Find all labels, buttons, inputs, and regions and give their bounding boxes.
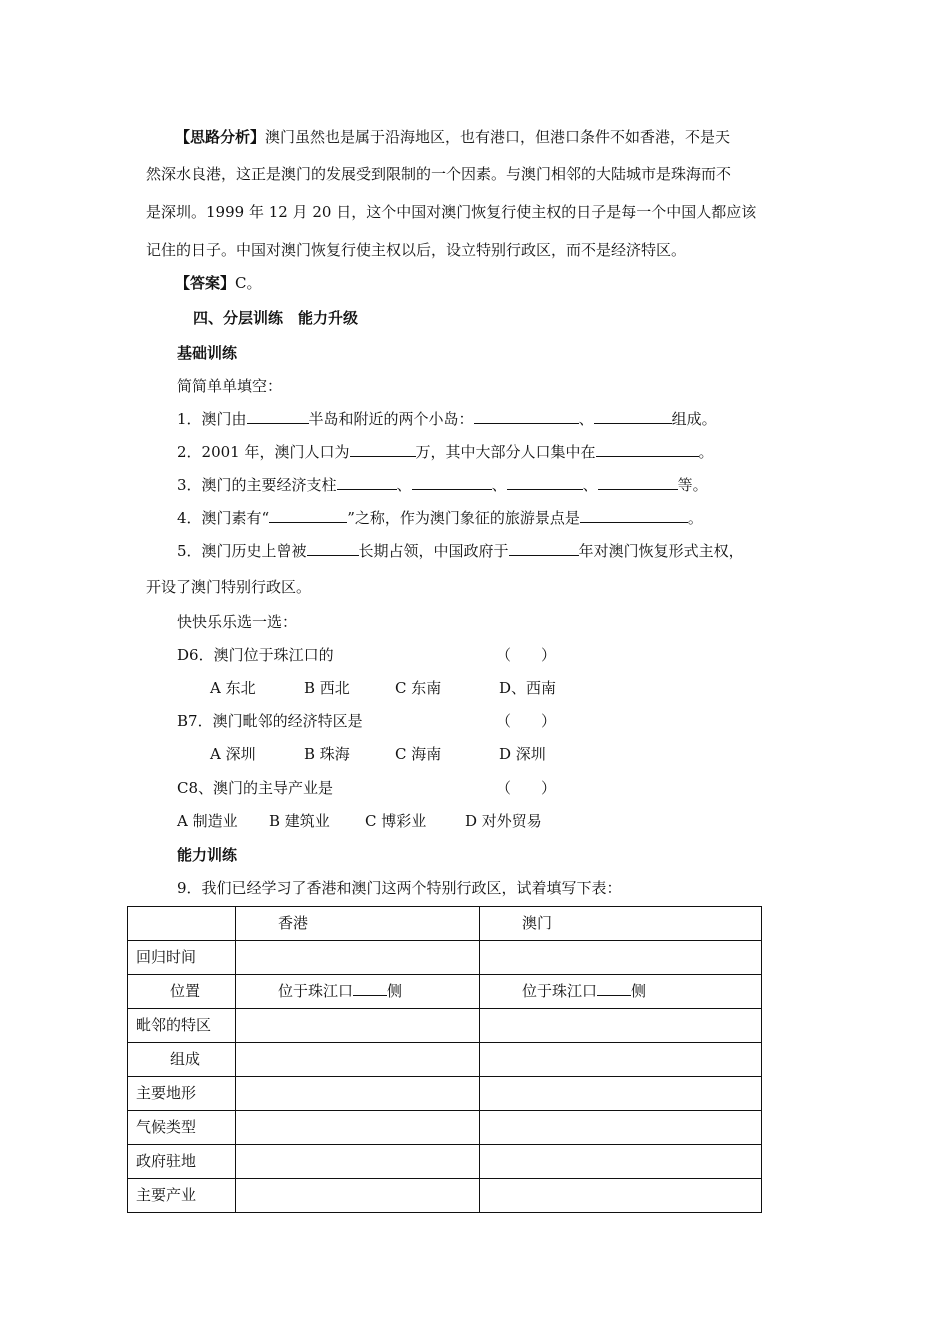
input-cell[interactable]: 位于珠江口 侧 bbox=[480, 975, 762, 1009]
table-row bbox=[128, 1111, 762, 1145]
table-row bbox=[128, 941, 762, 975]
blank-field[interactable] bbox=[507, 475, 583, 490]
answer-paren[interactable]: （ ） bbox=[496, 712, 557, 730]
blank-field[interactable] bbox=[596, 442, 699, 457]
fill-blank-title: 简简单单填空： bbox=[177, 377, 283, 395]
blank-field[interactable] bbox=[509, 541, 579, 556]
table-row bbox=[128, 975, 762, 1009]
analysis-line-4: 记住的日子。中国对澳门恢复行使主权以后，设立特别行政区，而不是经济特区。 bbox=[146, 241, 687, 259]
option-b: B 珠海 bbox=[304, 745, 350, 763]
analysis-line-1: 【思路分析】澳门虽然也是属于沿海地区，也有港口，但港口条件不如香港，不是天 bbox=[175, 128, 731, 146]
row-label: 回归时间 bbox=[128, 941, 236, 975]
blank-field[interactable] bbox=[594, 409, 672, 424]
input-cell[interactable] bbox=[236, 1145, 480, 1179]
option-d: D 对外贸易 bbox=[465, 812, 542, 830]
table-row bbox=[128, 1179, 762, 1213]
blank-field[interactable] bbox=[412, 475, 492, 490]
comparison-table bbox=[127, 906, 762, 1213]
blank-field[interactable] bbox=[474, 409, 579, 424]
row-label: 主要地形 bbox=[128, 1077, 236, 1111]
question-5: 5．澳门历史上曾被 长期占领，中国政府于 年对澳门恢复形式主权， bbox=[177, 542, 744, 560]
question-6: D6．澳门位于珠江口的 bbox=[177, 646, 334, 664]
answer-line bbox=[175, 272, 262, 293]
blank-field[interactable] bbox=[307, 541, 359, 556]
input-cell[interactable] bbox=[480, 1179, 762, 1213]
row-label: 毗邻的特区 bbox=[128, 1009, 236, 1043]
option-d: D、西南 bbox=[499, 679, 557, 697]
input-cell[interactable] bbox=[236, 1009, 480, 1043]
row-label: 气候类型 bbox=[128, 1111, 236, 1145]
analysis-line-3: 是深圳。1999 年 12 月 20 日，这个中国对澳门恢复行使主权的日子是每一个中国人都应该 bbox=[146, 203, 757, 221]
input-cell[interactable] bbox=[480, 1009, 762, 1043]
answer-paren[interactable]: （ ） bbox=[496, 646, 557, 664]
table-corner-cell bbox=[128, 907, 236, 941]
question-8: C8、澳门的主导产业是 bbox=[177, 779, 334, 797]
question-7: B7．澳门毗邻的经济特区是 bbox=[177, 712, 363, 730]
option-c: C 博彩业 bbox=[365, 812, 427, 830]
blank-field[interactable] bbox=[353, 981, 387, 996]
option-c: C 海南 bbox=[395, 745, 442, 763]
question-1: 1．澳门由 半岛和附近的两个小岛： 、 组成。 bbox=[177, 410, 717, 428]
input-cell[interactable] bbox=[480, 1145, 762, 1179]
input-cell[interactable] bbox=[480, 1111, 762, 1145]
blank-field[interactable] bbox=[597, 981, 631, 996]
input-cell[interactable] bbox=[236, 1077, 480, 1111]
ability-training-heading: 能力训练 bbox=[177, 846, 238, 864]
question-5-cont: 开设了澳门特别行政区。 bbox=[146, 578, 312, 596]
choice-title: 快快乐乐选一选： bbox=[177, 613, 298, 631]
table-row bbox=[128, 1043, 762, 1077]
row-label: 政府驻地 bbox=[128, 1145, 236, 1179]
blank-field[interactable] bbox=[350, 442, 416, 457]
option-b: B 西北 bbox=[304, 679, 350, 697]
table-row bbox=[128, 1009, 762, 1043]
answer-value: C。 bbox=[235, 274, 262, 292]
question-2: 2．2001 年，澳门人口为 万，其中大部分人口集中在 。 bbox=[177, 443, 714, 461]
column-header-macau: 澳门 bbox=[480, 907, 762, 941]
question-9: 9．我们已经学习了香港和澳门这两个特别行政区，试着填写下表： bbox=[177, 879, 622, 897]
row-label: 主要产业 bbox=[128, 1179, 236, 1213]
section-title: 四、分层训练 能力升级 bbox=[193, 309, 359, 327]
analysis-line-2: 然深水良港，这正是澳门的发展受到限制的一个因素。与澳门相邻的大陆城市是珠海而不 bbox=[146, 165, 732, 183]
input-cell[interactable] bbox=[480, 941, 762, 975]
row-label: 位置 bbox=[128, 975, 236, 1009]
input-cell[interactable] bbox=[480, 1077, 762, 1111]
basic-training-heading: 基础训练 bbox=[177, 344, 238, 362]
question-3: 3．澳门的主要经济支柱 、 、 、 等。 bbox=[177, 476, 708, 494]
option-a: A 东北 bbox=[210, 679, 256, 697]
option-a: A 制造业 bbox=[177, 812, 238, 830]
option-a: A 深圳 bbox=[210, 745, 256, 763]
option-b: B 建筑业 bbox=[269, 812, 330, 830]
answer-paren[interactable]: （ ） bbox=[496, 779, 557, 797]
option-c: C 东南 bbox=[395, 679, 442, 697]
row-label: 组成 bbox=[128, 1043, 236, 1077]
blank-field[interactable] bbox=[580, 508, 688, 523]
table-row bbox=[128, 1145, 762, 1179]
input-cell[interactable] bbox=[236, 1179, 480, 1213]
analysis-label: 【思路分析】 bbox=[175, 128, 266, 146]
option-d: D 深圳 bbox=[499, 745, 546, 763]
input-cell[interactable]: 位于珠江口 侧 bbox=[236, 975, 480, 1009]
blank-field[interactable] bbox=[337, 475, 397, 490]
question-4: 4．澳门素有“ ”之称，作为澳门象征的旅游景点是 。 bbox=[177, 509, 703, 527]
table-row bbox=[128, 1077, 762, 1111]
answer-label: 【答案】 bbox=[175, 274, 236, 292]
input-cell[interactable] bbox=[236, 1111, 480, 1145]
input-cell[interactable] bbox=[236, 941, 480, 975]
column-header-hongkong: 香港 bbox=[236, 907, 480, 941]
blank-field[interactable] bbox=[598, 475, 678, 490]
input-cell[interactable] bbox=[480, 1043, 762, 1077]
table-header-row bbox=[128, 907, 762, 941]
blank-field[interactable] bbox=[269, 508, 347, 523]
input-cell[interactable] bbox=[236, 1043, 480, 1077]
blank-field[interactable] bbox=[247, 409, 309, 424]
